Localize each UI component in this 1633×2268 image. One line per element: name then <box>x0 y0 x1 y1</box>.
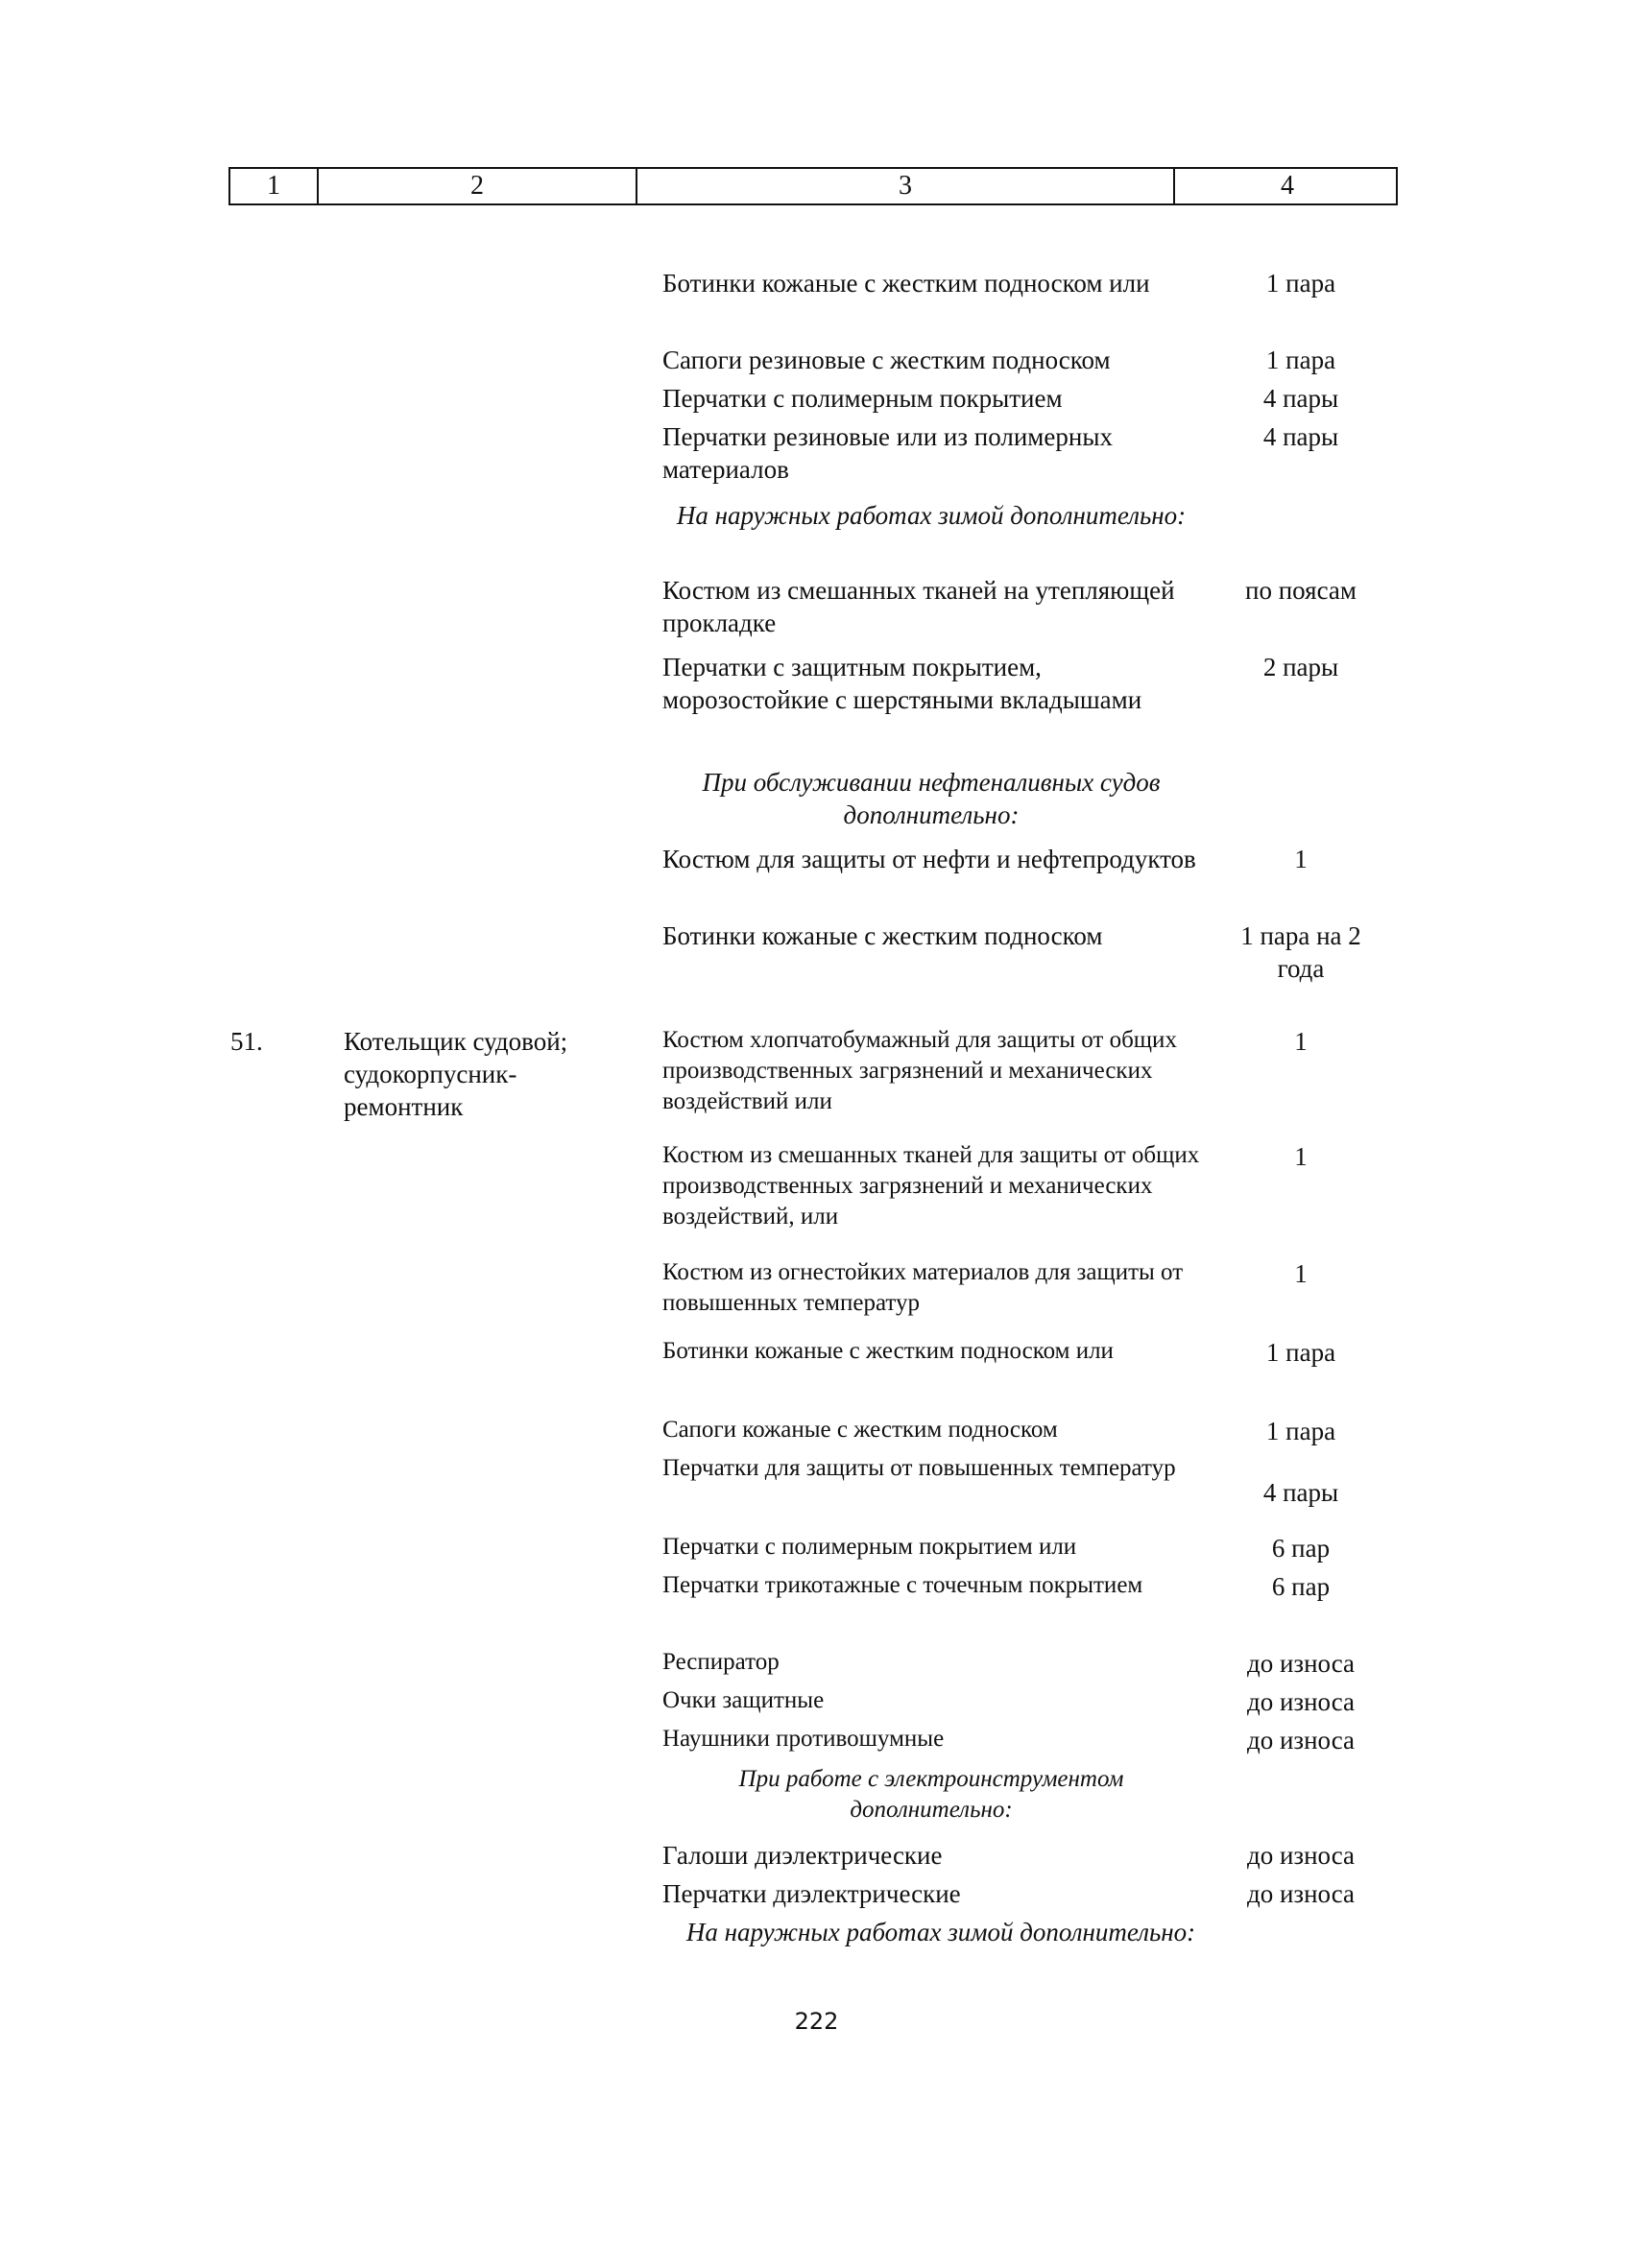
item-norm: до износа <box>1246 1879 1356 1908</box>
item-name: Наушники противошумные <box>662 1726 945 1752</box>
item-name: Перчатки с полимерным покрытием <box>662 384 1063 413</box>
item-norm: до износа <box>1246 1726 1356 1755</box>
column-header-3: 3 <box>636 169 1173 203</box>
item-name: Костюм из огнестойких материалов для защиты от повышенных температур <box>662 1259 1184 1316</box>
item-norm: 4 пары <box>1262 422 1339 451</box>
item-norm: 6 пар <box>1271 1572 1331 1601</box>
subsection-heading: На наружных работах зимой дополнительно: <box>685 1918 1196 1946</box>
item-norm: 2 пары <box>1262 653 1339 681</box>
item-name: Перчатки диэлектрические <box>662 1879 961 1908</box>
item-name: Костюм хлопчатобумажный для защиты от общих производственных загрязнений и механических воздействий или <box>662 1027 1177 1114</box>
item-name: Ботинки кожаные с жестким подноском или <box>662 1338 1114 1364</box>
item-name: Очки защитные <box>662 1687 825 1713</box>
item-norm: 1 пара <box>1265 1417 1336 1445</box>
item-norm: до износа <box>1246 1687 1356 1716</box>
item-norm: 1 пара на 2 года <box>1240 921 1361 983</box>
column-header-1: 1 <box>267 171 280 201</box>
subsection-heading: При работе с электроинструментом дополнительно: <box>738 1766 1124 1823</box>
column-header-row <box>228 167 1398 205</box>
column-header-2: 2 <box>317 169 636 203</box>
item-name: Респиратор <box>662 1649 780 1675</box>
column-header-4: 4 <box>1173 169 1400 203</box>
item-norm: 1 <box>1294 1027 1308 1056</box>
item-name: Костюм для защиты от нефти и нефтепродуктов <box>662 845 1196 873</box>
item-name: Костюм из смешанных тканей для защиты от общих производственных загрязнений и механических воздействий, или <box>662 1142 1200 1229</box>
item-norm: 4 пары <box>1262 1478 1339 1507</box>
item-norm: 1 <box>1294 1259 1308 1288</box>
subsection-heading: На наружных работах зимой дополнительно: <box>676 501 1187 530</box>
item-name: Перчатки для защиты от повышенных температур <box>662 1455 1176 1481</box>
item-name: Сапоги кожаные с жестким подноском <box>662 1417 1058 1443</box>
item-name: Перчатки трикотажные с точечным покрытием <box>662 1572 1143 1598</box>
item-norm: 6 пар <box>1271 1534 1331 1563</box>
page-number: 222 <box>794 2008 839 2035</box>
item-norm: 1 пара <box>1265 1338 1336 1367</box>
item-norm: 4 пары <box>1262 384 1339 413</box>
item-norm: 1 <box>1294 845 1308 873</box>
item-norm: 1 <box>1294 1142 1308 1171</box>
item-name: Ботинки кожаные с жестким подноском или <box>662 269 1150 298</box>
item-name: Перчатки резиновые или из полимерных материалов <box>662 422 1113 484</box>
item-norm: до износа <box>1246 1649 1356 1678</box>
profession-name: Котельщик судовой; судокорпусник-ремонтник <box>344 1027 568 1121</box>
subsection-heading: При обслуживании нефтеналивных судов дополнительно: <box>702 768 1161 829</box>
item-name: Перчатки с защитным покрытием, морозостойкие с шерстяными вкладышами <box>662 653 1142 714</box>
item-name: Костюм из смешанных тканей на утепляющей прокладке <box>662 576 1175 637</box>
item-name: Сапоги резиновые с жестким подноском <box>662 346 1111 374</box>
item-norm: по поясам <box>1245 576 1357 605</box>
item-norm: до износа <box>1246 1841 1356 1870</box>
item-name: Галоши диэлектрические <box>662 1841 943 1870</box>
entry-number: 51. <box>230 1027 263 1056</box>
item-name: Перчатки с полимерным покрытием или <box>662 1534 1077 1560</box>
item-norm: 1 пара <box>1265 269 1336 298</box>
item-name: Ботинки кожаные с жестким подноском <box>662 921 1103 950</box>
item-norm: 1 пара <box>1265 346 1336 374</box>
